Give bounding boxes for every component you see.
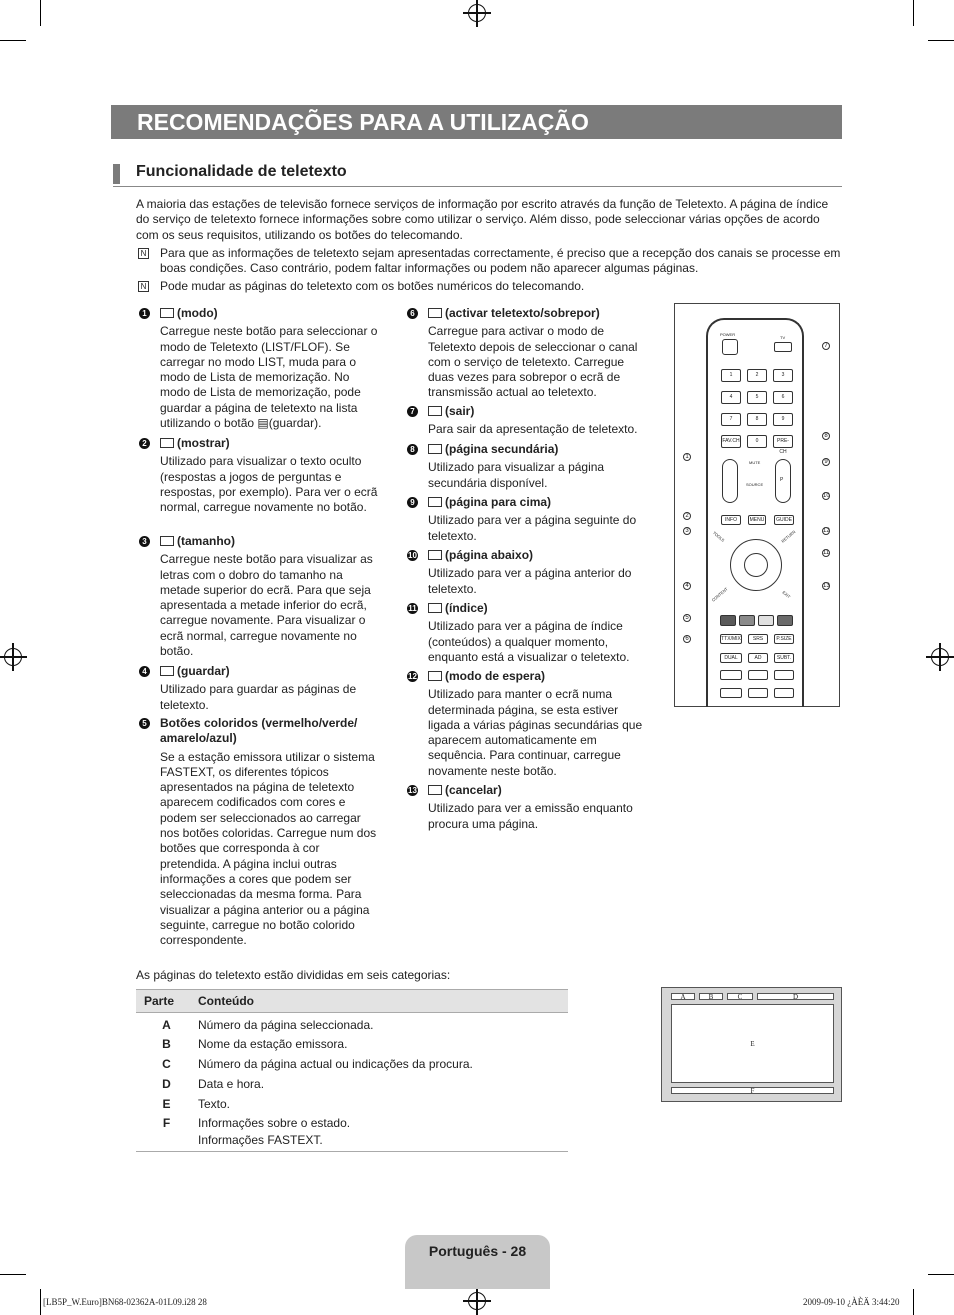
item-number: 12 bbox=[408, 672, 417, 681]
item-store: (guardar) Utilizado para guardar as páginas de teletexto. bbox=[160, 664, 357, 712]
tv-label: TV bbox=[780, 335, 786, 340]
note-icon: N bbox=[138, 281, 149, 292]
item-color-buttons: Botões coloridos (vermelho/verde/ amarelo/azul) Se a estação emissora utilizar o sistema FASTEXT, os diferentes tópicos apresentados na página de teletexto aparecem codificados com cores e podem ser seleccionados ao carregar nos botões coloridas. Carregue num dos botões que corresponda à cor pretendida. A página inclui outras informações a cores que podem ser seleccionadas da mesma forma. Para visualizar a página anterior ou a página seguinte, carregue no botão colorido correspondente. bbox=[160, 716, 377, 948]
item-reveal: (mostrar) Utilizado para visualizar o texto oculto (respostas a jogos de perguntas e respostas, por exemplo). Para ver o ecrã normal, carregue novamente no botão. bbox=[160, 436, 378, 515]
enter-button bbox=[744, 553, 768, 577]
callout-marker: 3 bbox=[683, 527, 691, 535]
table-row: F Informações sobre o estado. bbox=[162, 1115, 351, 1130]
mute-label: MUTE bbox=[749, 460, 761, 465]
item-number: 9 bbox=[407, 497, 418, 508]
item-number: 13 bbox=[408, 786, 417, 795]
tv-region-a: A bbox=[671, 993, 695, 1000]
callout-marker: 10 bbox=[823, 493, 830, 499]
item-page-down: (página abaixo) Utilizado para ver a página anterior do teletexto. bbox=[428, 548, 632, 596]
remote-control bbox=[706, 318, 804, 707]
size-key-icon bbox=[160, 536, 174, 546]
digit-button: 0 bbox=[747, 435, 767, 448]
exit-key-icon bbox=[428, 406, 442, 416]
digit-button: 8 bbox=[747, 413, 767, 426]
callout-marker: 1 bbox=[683, 453, 691, 461]
ttx-mix-button: TTX/MIX bbox=[721, 636, 741, 642]
table-row: D Data e hora. bbox=[162, 1076, 265, 1091]
item-number: 5 bbox=[139, 718, 150, 729]
item-number: 4 bbox=[139, 666, 150, 677]
subpage-key-icon bbox=[428, 444, 442, 454]
red-button bbox=[720, 615, 736, 626]
digit-button: 9 bbox=[773, 413, 793, 426]
callout-marker: 11 bbox=[823, 550, 830, 556]
exit-label: EXIT bbox=[781, 589, 792, 600]
item-size: (tamanho) Carregue neste botão para visualizar as letras com o dobro do tamanho na metade superior do ecrã. Para que seja apresentada a metade inferior do ecrã, carregue novamente. Para visualizar o ecrã normal, carregue novamente no botão. bbox=[160, 534, 373, 659]
item-hold: (modo de espera) Utilizado para manter o ecrã numa determinada página, se esta estiver ligada a várias páginas secundárias que aparecem automaticamente em sequência. Para continuar, carregue novamente neste botão. bbox=[428, 669, 643, 778]
stop-button bbox=[774, 688, 794, 698]
table-row: C Número da página actual ou indicações da procura. bbox=[162, 1056, 473, 1071]
digit-button: 2 bbox=[747, 369, 767, 382]
dual-button: DUAL bbox=[720, 653, 742, 663]
pre-ch-button: PRE-CH bbox=[773, 435, 793, 448]
intro-paragraph: A maioria das estações de televisão fornece serviços de informação por escrito através da função de Teletexto. A página de índice do serviço de teletexto fornece informações sobre como utilizar o serviço. Além disso, pode seleccionar várias opções de acordo com os seus requisitos, utilizando os botões do telecomando. bbox=[136, 197, 829, 242]
item-number: 10 bbox=[408, 551, 417, 560]
callout-marker: 2 bbox=[683, 512, 691, 520]
item-number: 7 bbox=[407, 406, 418, 417]
ad-button: AD bbox=[748, 653, 768, 663]
guide-button: GUIDE bbox=[774, 515, 794, 525]
green-button bbox=[739, 615, 755, 626]
item-subpage: (página secundária) Utilizado para visualizar a página secundária disponível. bbox=[428, 442, 605, 490]
table-row: B Nome da estação emissora. bbox=[162, 1036, 348, 1051]
index-key-icon bbox=[428, 603, 442, 613]
content-label: CONTENT bbox=[710, 586, 729, 603]
subt-button: SUBT. bbox=[774, 653, 794, 663]
hold-key-icon bbox=[428, 671, 442, 681]
pause-button bbox=[748, 670, 768, 680]
note-1: Para que as informações de teletexto sejam apresentadas correctamente, é preciso que a recepção dos canais se processe em boas condições. Caso contrário, podem faltar informações ou podem não aparecer algumas páginas. bbox=[160, 246, 841, 276]
callout-marker: 13 bbox=[823, 583, 830, 589]
item-cancel: (cancelar) Utilizado para ver a emissão enquanto procura uma página. bbox=[428, 783, 633, 831]
page-title: RECOMENDAÇÕES PARA A UTILIZAÇÃO bbox=[111, 105, 842, 139]
cancel-key-icon bbox=[428, 785, 442, 795]
fav-ch-button: FAV.CH bbox=[721, 435, 741, 448]
tv-region-c: C bbox=[727, 993, 753, 1000]
item-number: 1 bbox=[139, 308, 150, 319]
rewind-button bbox=[720, 670, 742, 680]
callout-marker: 12 bbox=[823, 528, 830, 534]
yellow-button bbox=[758, 615, 774, 626]
source-label: SOURCE bbox=[746, 482, 764, 487]
header-content: Conteúdo bbox=[198, 994, 254, 1008]
srs-button: SRS bbox=[748, 634, 768, 644]
callout-marker: 6 bbox=[683, 635, 691, 643]
section-divider bbox=[113, 186, 842, 187]
item-page-up: (página para cima) Utilizado para ver a página seguinte do teletexto. bbox=[428, 495, 637, 543]
section-marker bbox=[113, 164, 120, 184]
item-mode: (modo) Carregue neste botão para seleccionar o modo de Teletexto (LIST/FLOF). Se carregar no modo LIST, muda para o modo de Lista de memorização. No modo de Lista de memorização, pode guardar a página de teletexto na lista utilizando o botão ▤(guardar). bbox=[160, 306, 378, 431]
store-key-icon bbox=[160, 666, 174, 676]
blue-button bbox=[777, 615, 793, 626]
registration-mark-icon bbox=[468, 4, 486, 22]
item-teletext-mix: (activar teletexto/sobrepor) Carregue para activar o modo de Teletexto depois de seleccionar o canal com o serviço de teletexto. Carregue duas vezes para sobrepor o ecrã de transmissão actual ao teletexto. bbox=[428, 306, 638, 400]
note-icon: N bbox=[138, 248, 149, 259]
item-number: 3 bbox=[139, 536, 150, 547]
item-number: 2 bbox=[139, 438, 150, 449]
info-button: INFO bbox=[721, 515, 741, 525]
tools-label: TOOLS bbox=[711, 530, 726, 543]
registration-mark-icon bbox=[931, 648, 949, 666]
item-number: 8 bbox=[407, 444, 418, 455]
tv-button bbox=[774, 342, 792, 352]
mode-key-icon bbox=[160, 308, 174, 318]
page-number-tab bbox=[405, 1235, 550, 1289]
volume-rocker bbox=[722, 459, 738, 503]
page-down-key-icon bbox=[428, 550, 442, 560]
power-label: POWER bbox=[720, 332, 736, 337]
return-label: RETURN bbox=[780, 529, 797, 544]
digit-button: 6 bbox=[773, 391, 793, 404]
footer-file-info: [LB5P_W.Euro]BN68-02362A-01L09.i28 28 bbox=[43, 1297, 207, 1307]
p-label: P bbox=[780, 477, 784, 483]
power-button bbox=[722, 339, 738, 355]
section-title: Funcionalidade de teletexto bbox=[136, 163, 347, 180]
callout-marker: 4 bbox=[683, 582, 691, 590]
digit-button: 3 bbox=[773, 369, 793, 382]
item-number: 6 bbox=[407, 308, 418, 319]
tv-region-e: E bbox=[671, 1004, 834, 1083]
teletext-screen-diagram bbox=[661, 987, 842, 1102]
page-up-key-icon bbox=[428, 497, 442, 507]
callout-marker: 8 bbox=[822, 432, 830, 440]
footer-timestamp: 2009-09-10 ¿ÀÈÄ 3:44:20 bbox=[803, 1297, 900, 1307]
teletext-mix-key-icon bbox=[428, 308, 442, 318]
tv-region-d: D bbox=[757, 993, 834, 1000]
item-number: 11 bbox=[408, 604, 417, 613]
note-2: Pode mudar as páginas do teletexto com os botões numéricos do telecomando. bbox=[160, 279, 585, 293]
digit-button: 7 bbox=[721, 413, 741, 426]
categories-intro: As páginas do teletexto estão divididas em seis categorias: bbox=[136, 968, 451, 982]
digit-button: 5 bbox=[747, 391, 767, 404]
callout-marker: 9 bbox=[822, 458, 830, 466]
tv-region-f: F bbox=[671, 1087, 834, 1094]
categories-table bbox=[136, 989, 568, 1152]
callout-marker: 7 bbox=[822, 342, 830, 350]
fast-forward-button bbox=[774, 670, 794, 680]
table-header bbox=[136, 990, 568, 1013]
page-number: Português - 28 bbox=[428, 1243, 527, 1259]
digit-button: 1 bbox=[721, 369, 741, 382]
play-button bbox=[748, 688, 768, 698]
registration-mark-icon bbox=[4, 648, 22, 666]
callout-marker: 5 bbox=[683, 614, 691, 622]
table-row: E Texto. bbox=[162, 1096, 231, 1111]
item-exit: (sair) Para sair da apresentação de teletexto. bbox=[428, 404, 638, 437]
table-row: A Número da página seleccionada. bbox=[162, 1017, 374, 1032]
p-size-button: P.SIZE bbox=[774, 634, 794, 644]
header-part: Parte bbox=[144, 994, 175, 1008]
reveal-key-icon bbox=[160, 438, 174, 448]
item-index: (índice) Utilizado para ver a página de índice (conteúdos) a qualquer momento, enquanto está a visualizar o teletexto. bbox=[428, 601, 630, 664]
table-row: Informações FASTEXT. bbox=[136, 1132, 568, 1152]
digit-button: 4 bbox=[721, 391, 741, 404]
record-button bbox=[720, 688, 742, 698]
registration-mark-icon bbox=[468, 1292, 486, 1310]
menu-button: MENU bbox=[749, 517, 765, 523]
tv-region-b: B bbox=[699, 993, 723, 1000]
